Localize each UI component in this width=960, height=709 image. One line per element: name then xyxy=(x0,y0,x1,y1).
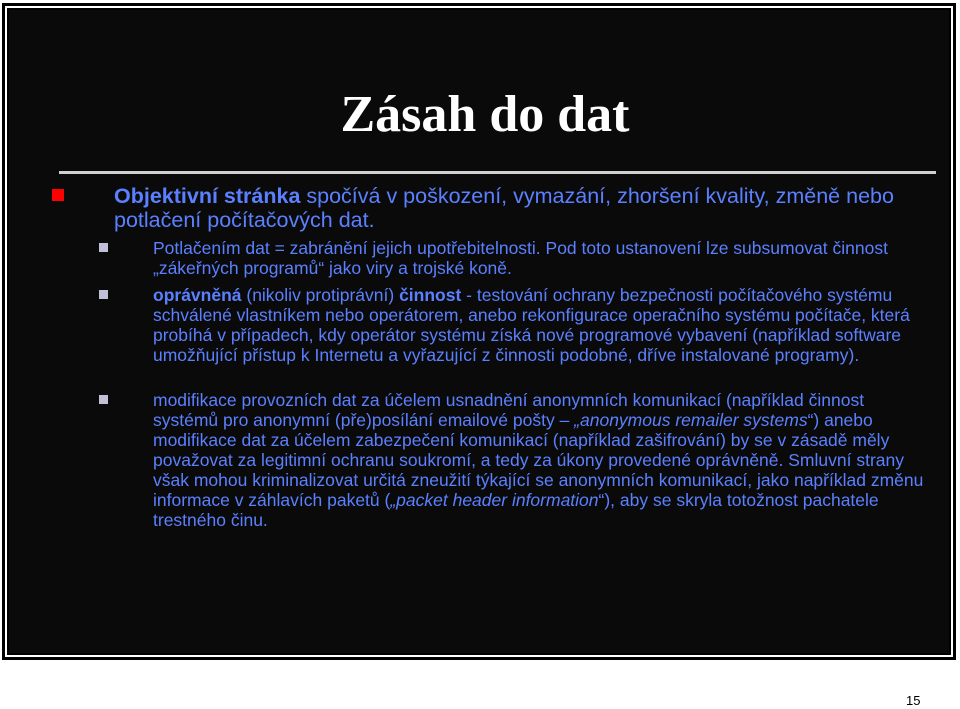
bullet-sub-3-italic-2: „packet header information xyxy=(390,490,599,510)
bullet-sub-3-text-1: modifikace provozních dat za účelem usnadnění anonymních komunikací (například činnost systémů pro anonymní (pře)posílání emailové pošty – xyxy=(153,390,865,430)
bullet-sub-1-text: Potlačením dat = zabránění jejich upotřebitelnosti. Pod toto ustanovení lze subsumovat činnost „zákeřných programů“ jako viry a trojské koně. xyxy=(153,238,888,278)
bullet-sub-2-text-2: - testování ochrany bezpečnosti počítačového systému schválené vlastníkem nebo operátorem, anebo rekonfigurace operačního systému počítače, která probíhá v případech, kdy operátor systému získá nové programové vybavení (například software umožňující přístup k Internetu a vyřazující z činnosti podobné, dříve instalované programy). xyxy=(153,285,910,365)
bullet-sub-3-text-4: “), aby se skryla totožnost pachatele trestného činu. xyxy=(153,490,879,530)
bullet-sub-1 xyxy=(153,238,928,278)
bullet-sub-2-text-1: (nikoliv protiprávní) xyxy=(241,285,400,305)
slide-title: Zásah do dat xyxy=(340,86,630,143)
bullet-sub-3-text-3: Smluvní strany však mohou kriminalizovat určitá zneužití týkající se anonymních komunikací, jako například změnu informace v záhlavích paketů ( xyxy=(153,450,924,510)
square-bullet-icon xyxy=(99,395,108,404)
bullet-main xyxy=(114,184,914,232)
bullet-sub-3 xyxy=(153,390,928,530)
square-bullet-icon xyxy=(99,243,108,252)
bullet-sub-3-italic-1: „anonymous remailer systems xyxy=(574,410,808,430)
bullet-sub-2-bold-2: činnost xyxy=(399,285,462,305)
bullet-sub-2 xyxy=(153,285,928,365)
red-square-bullet-icon xyxy=(52,189,64,201)
bullet-sub-2-bold-1: oprávněná xyxy=(153,285,242,305)
bullet-sub-3-text-2: “) anebo modifikace dat za účelem zabezpečení komunikací (například zašifrování) by se v zásadě měly považovat za legitimní ochranu soukromí, a tedy za úkony provedené oprávněně. xyxy=(153,410,890,470)
slide-frame xyxy=(2,3,956,660)
page-number: 15 xyxy=(906,693,921,708)
title-divider xyxy=(59,171,936,174)
bullet-main-text: spočívá v poškození, vymazání, zhoršení kvality, změně nebo potlačení počítačových dat. xyxy=(114,184,894,232)
bullet-main-bold: Objektivní stránka xyxy=(114,184,301,208)
square-bullet-icon xyxy=(99,290,108,299)
